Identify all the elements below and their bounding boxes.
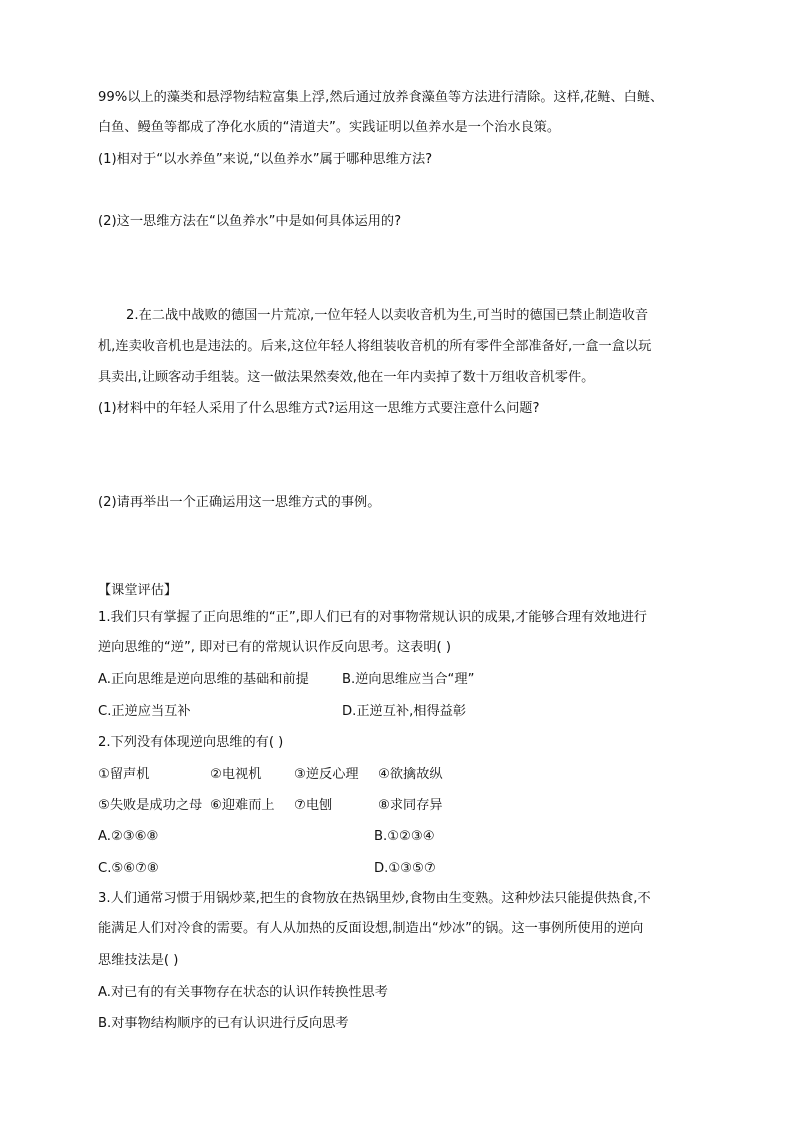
q2-option-b: B.①②③④: [374, 829, 435, 844]
q1-option-c: C.正逆应当互补: [98, 704, 191, 719]
passage1-line1: 99%以上的藻类和悬浮物结粒富集上浮,然后通过放养食藻鱼等方法进行清除。这样,花鲢、白鲢、: [98, 90, 664, 105]
q3-option-b: B.对事物结构顺序的已有认识进行反向思考: [98, 1016, 349, 1031]
q1-option-b: B.逆向思维应当合“理”: [342, 672, 475, 687]
passage1-line2: 白鱼、鳗鱼等都成了净化水质的“清道夫”。实践证明以鱼养水是一个治水良策。: [98, 120, 561, 135]
q1-option-a: A.正向思维是逆向思维的基础和前提: [98, 672, 309, 687]
passage2-line2: 机,连卖收音机也是违法的。后来,这位年轻人将组装收音机的所有零件全部准备好,一盒一盒以玩: [98, 339, 652, 354]
q3-stem-line2: 能满足人们对冷食的需要。有人从加热的反面设想,制造出“炒冰”的锅。这一事例所使用的逆向: [98, 921, 644, 936]
q2-option-a: A.②③⑥⑧: [98, 829, 159, 844]
passage1-question1: (1)相对于“以水养鱼”来说,“以鱼养水”属于哪种思维方法?: [98, 152, 433, 167]
passage2-question1: (1)材料中的年轻人采用了什么思维方式?运用这一思维方式要注意什么问题?: [98, 401, 540, 416]
passage2-line3: 具卖出,让顾客动手组装。这一做法果然奏效,他在一年内卖掉了数十万组收音机零件。: [98, 370, 595, 385]
q2-item-2: ②电视机: [210, 767, 262, 782]
passage1-question2: (2)这一思维方法在“以鱼养水”中是如何具体运用的?: [98, 214, 402, 229]
q2-item-5: ⑤失败是成功之母: [98, 798, 203, 813]
passage2-question2: (2)请再举出一个正确运用这一思维方式的事例。: [98, 495, 381, 510]
q3-stem-line3: 思维技法是( ): [98, 953, 179, 968]
q3-option-a: A.对已有的有关事物存在状态的认识作转换性思考: [98, 985, 388, 1000]
q2-item-1: ①留声机: [98, 767, 150, 782]
q2-item-8: ⑧求同存异: [378, 798, 443, 813]
q1-stem-line1: 1.我们只有掌握了正向思维的“正”,即人们已有的对事物常规认识的成果,才能够合理有效地进行: [98, 610, 647, 625]
q2-option-c: C.⑤⑥⑦⑧: [98, 861, 159, 876]
q2-item-4: ④欲擒故纵: [378, 767, 443, 782]
q3-stem-line1: 3.人们通常习惯于用锅炒菜,把生的食物放在热锅里炒,食物由生变熟。这种炒法只能提供热食,不: [98, 891, 651, 906]
q2-item-3: ③逆反心理: [294, 767, 359, 782]
q1-option-d: D.正逆互补,相得益彰: [342, 704, 467, 719]
q2-item-7: ⑦电刨: [294, 798, 333, 813]
q2-item-6: ⑥迎难而上: [210, 798, 275, 813]
passage2-line1: 2.在二战中战败的德国一片荒凉,一位年轻人以卖收音机为生,可当时的德国已禁止制造收音: [126, 308, 649, 323]
q2-option-d: D.①③⑤⑦: [374, 861, 436, 876]
q2-stem: 2.下列没有体现逆向思维的有( ): [98, 735, 284, 750]
section-heading: 【课堂评估】: [98, 583, 178, 598]
q1-stem-line2: 逆向思维的“逆”, 即对已有的常规认识作反向思考。这表明( ): [98, 640, 452, 655]
